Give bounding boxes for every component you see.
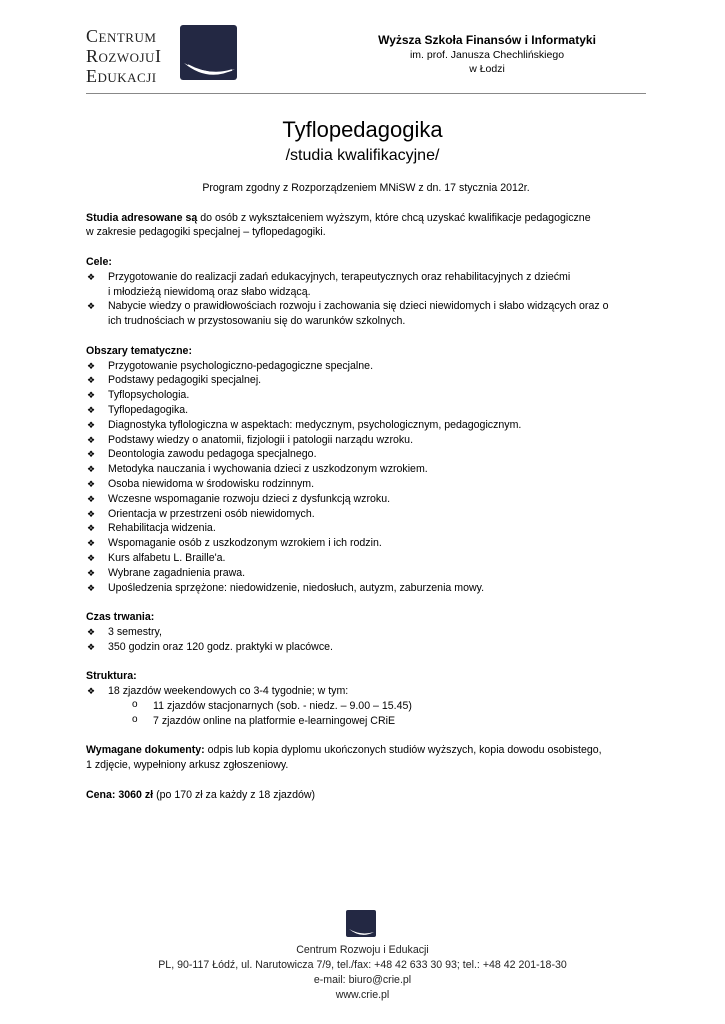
list-item: ❖ Osoba niewidoma w środowisku rodzinnym. — [86, 477, 646, 492]
list-item: ❖ Rehabilitacja widzenia. — [86, 521, 646, 536]
addressed-text: do osób z wykształceniem wyższym, które chcą uzyskać kwalifikacje pedagogiczne — [197, 211, 591, 224]
list-item: ❖ Orientacja w przestrzeni osób niewidomych. — [86, 507, 646, 522]
topics-heading: Obszary tematyczne: — [86, 344, 192, 357]
list-item: ❖ Upośledzenia sprzężone: niedowidzenie, niedosłuch, autyzm, zaburzenia mowy. — [86, 581, 646, 596]
footer-name: Centrum Rozwoju i Edukacji — [296, 944, 429, 956]
school-city: w Łodzi — [469, 63, 505, 75]
program-note: Program zgodny z Rozporządzeniem MNiSW z dn. 17 stycznia 2012r. — [202, 182, 530, 194]
addressed-text-2: w zakresie pedagogiki specjalnej – tyflopedagogiki. — [86, 226, 326, 239]
topics-list — [86, 359, 646, 596]
logo-line-1: Centrum — [86, 26, 157, 46]
logo-line-3: Edukacji — [86, 66, 157, 86]
documents-label: Wymagane dokumenty: — [86, 744, 205, 757]
price-paragraph — [86, 788, 646, 803]
list-item: o 7 zjazdów online na platformie e-learningowej CRiE — [86, 714, 646, 729]
list-item: ❖ 350 godzin oraz 120 godz. praktyki w placówce. — [86, 640, 646, 655]
footer-address: PL, 90-117 Łódź, ul. Narutowicza 7/9, tel./fax: +48 42 633 30 93; tel.: +48 42 201-18-30 — [158, 959, 567, 971]
duration-heading: Czas trwania: — [86, 611, 155, 624]
logo-wordmark — [86, 26, 178, 86]
list-item: o 11 zjazdów stacjonarnych (sob. - niedz. – 9.00 – 15.45) — [86, 699, 646, 714]
price-text: (po 170 zł za każdy z 18 zjazdów) — [153, 788, 316, 801]
school-block — [367, 33, 607, 76]
list-item: ❖ Przygotowanie do realizacji zadań edukacyjnych, terapeutycznych oraz rehabilitacyjnych z dziećmi i młodzieżą niewidomą oraz słabo widzącą. — [86, 270, 646, 300]
list-item: ❖ Podstawy wiedzy o anatomii, fizjologii i patologii narządu wzroku. — [86, 433, 646, 448]
list-item: ❖ Wczesne wspomaganie rozwoju dzieci z dysfunkcją wzroku. — [86, 492, 646, 507]
logo-line-2: RozwojuI — [86, 46, 162, 66]
structure-heading: Struktura: — [86, 670, 137, 683]
page-subtitle: /studia kwalifikacyjne/ — [285, 147, 440, 164]
duration-list — [86, 625, 646, 655]
list-item: ❖ Nabycie wiedzy o prawidłowościach rozwoju i zachowania się dzieci niewidomych i słabo widzących oraz o ich trudnościach w przystosowaniu się do warunków szkolnych. — [86, 299, 646, 329]
documents-paragraph — [86, 743, 646, 773]
goals-heading: Cele: — [86, 255, 112, 268]
header-divider — [86, 93, 646, 94]
school-patron: im. prof. Janusza Chechlińskiego — [409, 49, 565, 61]
list-item: ❖ Tyflopedagogika. — [86, 403, 646, 418]
list-item: ❖ 18 zjazdów weekendowych co 3-4 tygodnie; w tym: — [86, 684, 646, 699]
list-item: ❖ Kurs alfabetu L. Braille'a. — [86, 551, 646, 566]
structure-list — [86, 684, 646, 699]
school-name: Wyższa Szkoła Finansów i Informatyki — [378, 33, 596, 47]
list-item: ❖ Deontologia zawodu pedagoga specjalnego. — [86, 447, 646, 462]
list-item: ❖ Wspomaganie osób z uszkodzonym wzrokiem i ich rodzin. — [86, 536, 646, 551]
price-label: Cena: 3060 zł — [86, 788, 154, 801]
page-title: Tyflopedagogika — [282, 117, 443, 142]
structure-sublist — [86, 699, 646, 729]
list-item: ❖ Wybrane zagadnienia prawa. — [86, 566, 646, 581]
list-item: ❖ Metodyka nauczania i wychowania dzieci z uszkodzonym wzrokiem. — [86, 462, 646, 477]
addressed-label: Studia adresowane są — [86, 211, 198, 224]
logo-mark-icon — [180, 25, 237, 80]
footer-email: e-mail: biuro@crie.pl — [313, 974, 412, 986]
list-item: ❖ 3 semestry, — [86, 625, 646, 640]
goals-list — [86, 270, 646, 329]
list-item: ❖ Tyflopsychologia. — [86, 388, 646, 403]
footer-web: www.crie.pl — [335, 989, 390, 1001]
footer-logo-icon — [346, 910, 376, 937]
list-item: ❖ Podstawy pedagogiki specjalnej. — [86, 373, 646, 388]
document-body — [86, 181, 646, 802]
documents-text: odpis lub kopia dyplomu ukończonych studiów wyższych, kopia dowodu osobistego, — [204, 744, 602, 757]
list-item: ❖ Diagnostyka tyflologiczna w aspektach: medycznym, psychologicznym, pedagogicznym. — [86, 418, 646, 433]
addressed-paragraph — [86, 211, 646, 241]
documents-text-2: 1 zdjęcie, wypełniony arkusz zgłoszeniowy. — [86, 759, 289, 772]
list-item: ❖ Przygotowanie psychologiczno-pedagogiczne specjalne. — [86, 359, 646, 374]
footer — [0, 943, 725, 1003]
